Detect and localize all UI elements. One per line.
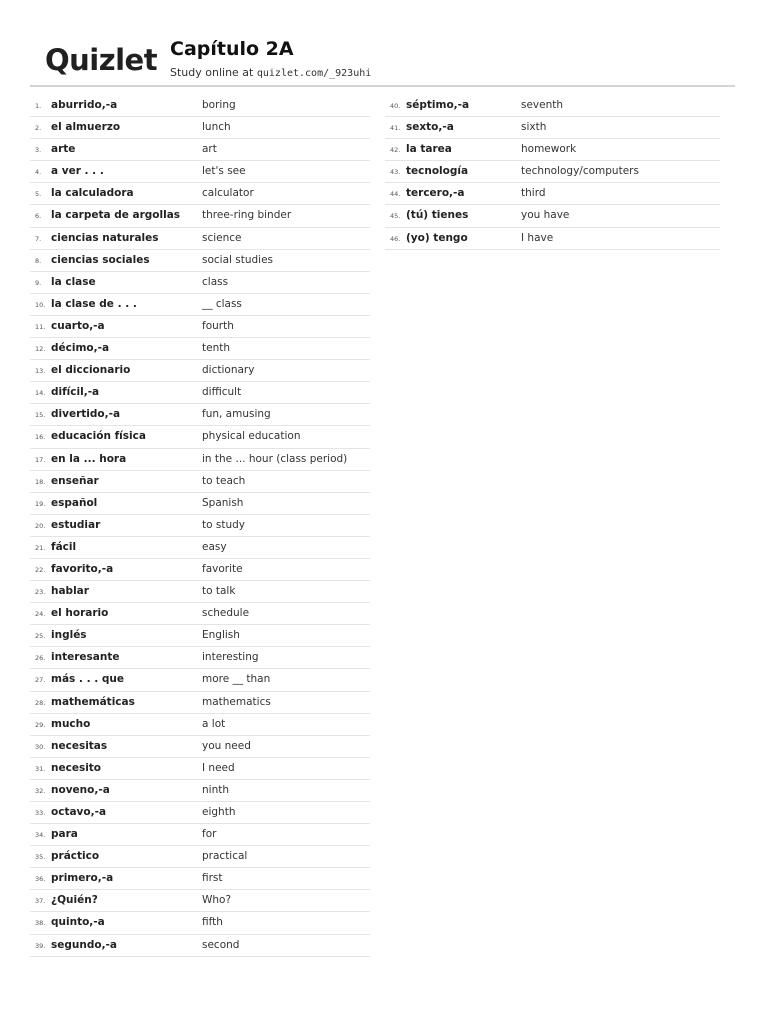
term-row	[30, 669, 370, 691]
term-definition: class	[202, 275, 229, 288]
term-text: educación física	[51, 430, 146, 443]
term-text: divertido,-a	[51, 408, 121, 421]
term-text: necesitas	[51, 739, 108, 752]
term-number: 32.	[35, 786, 46, 795]
term-row	[30, 537, 370, 559]
term-text: fácil	[51, 540, 77, 553]
term-definition: seventh	[521, 99, 564, 111]
term-number: 44.	[390, 190, 401, 199]
term-definition: fourth	[202, 319, 234, 332]
term-number: 23.	[35, 588, 46, 597]
term-row	[30, 139, 370, 161]
term-definition: fifth	[202, 916, 223, 929]
term-row	[30, 912, 370, 934]
term-row	[30, 802, 370, 824]
subtitle-prefix: Study online at	[170, 66, 257, 79]
page-header	[0, 0, 768, 90]
term-row	[30, 868, 370, 890]
term-number: 3.	[35, 146, 42, 155]
term-text: (tú) tienes	[406, 209, 469, 222]
term-number: 29.	[35, 720, 46, 729]
term-definition: dictionary	[202, 364, 255, 377]
term-definition: third	[521, 187, 546, 200]
term-definition: sixth	[521, 121, 547, 134]
term-row	[30, 250, 370, 272]
term-row	[30, 404, 370, 426]
term-text: difícil,-a	[51, 386, 100, 399]
term-text: enseñar	[51, 474, 99, 487]
term-number: 10.	[35, 300, 46, 309]
term-row	[30, 471, 370, 493]
term-text: aburrido,-a	[51, 99, 118, 111]
term-text: noveno,-a	[51, 783, 110, 796]
term-definition: three-ring binder	[202, 209, 292, 222]
term-row	[30, 338, 370, 360]
term-row	[30, 294, 370, 316]
term-number: 36.	[35, 875, 46, 884]
term-row	[30, 890, 370, 912]
term-text: el almuerzo	[51, 121, 121, 134]
term-text: la clase de . . .	[51, 297, 137, 310]
term-definition: more __ than	[202, 673, 271, 686]
term-number: 1.	[35, 102, 42, 110]
term-text: en la ... hora	[51, 452, 127, 465]
term-definition: I need	[202, 761, 235, 774]
term-definition: mathematics	[202, 695, 271, 708]
term-text: (yo) tengo	[406, 231, 468, 244]
term-row	[30, 559, 370, 581]
term-row	[385, 95, 720, 117]
term-number: 4.	[35, 168, 42, 177]
term-definition: Spanish	[202, 496, 244, 509]
term-row	[385, 205, 720, 227]
term-row	[30, 714, 370, 736]
term-text: mathemáticas	[51, 695, 135, 708]
term-number: 15.	[35, 411, 46, 420]
term-text: sexto,-a	[406, 121, 454, 134]
term-row	[30, 183, 370, 205]
term-definition: let's see	[202, 165, 246, 178]
term-row	[30, 846, 370, 868]
terms-column-left	[30, 95, 370, 957]
term-definition: difficult	[202, 386, 242, 399]
term-row	[30, 493, 370, 515]
term-number: 17.	[35, 455, 46, 464]
term-number: 11.	[35, 322, 46, 331]
term-text: mucho	[51, 717, 91, 730]
term-definition: ninth	[202, 783, 229, 796]
term-number: 14.	[35, 389, 46, 398]
term-definition: boring	[202, 99, 236, 111]
term-row	[30, 228, 370, 250]
term-text: interesante	[51, 651, 120, 664]
term-definition: fun, amusing	[202, 408, 271, 421]
term-row	[30, 515, 370, 537]
term-definition: second	[202, 938, 240, 951]
term-number: 13.	[35, 367, 46, 376]
term-text: tecnología	[406, 165, 469, 178]
term-text: más . . . que	[51, 673, 124, 686]
term-row	[385, 161, 720, 183]
term-text: ¿Quién?	[51, 894, 98, 907]
term-row	[30, 161, 370, 183]
term-number: 31.	[35, 764, 46, 773]
term-row	[30, 426, 370, 448]
term-text: inglés	[51, 629, 87, 642]
quizlet-logo: Quizlet	[45, 43, 158, 77]
term-definition: practical	[202, 850, 248, 863]
term-text: octavo,-a	[51, 806, 107, 818]
term-row	[30, 382, 370, 404]
term-text: hablar	[51, 585, 89, 598]
term-number: 22.	[35, 565, 46, 574]
term-number: 12.	[35, 345, 46, 354]
term-text: cuarto,-a	[51, 319, 105, 332]
term-number: 2.	[35, 124, 42, 133]
term-row	[385, 228, 720, 250]
term-definition: English	[202, 629, 240, 642]
term-row	[30, 780, 370, 802]
term-row	[385, 183, 720, 205]
term-definition: to talk	[202, 585, 236, 598]
term-definition: science	[202, 231, 242, 244]
term-text: la tarea	[406, 143, 452, 156]
term-definition: __ class	[202, 297, 242, 310]
term-number: 26.	[35, 654, 46, 663]
term-text: estudiar	[51, 518, 101, 531]
term-definition: to teach	[202, 474, 246, 487]
term-definition: schedule	[202, 607, 250, 620]
term-text: español	[51, 496, 98, 509]
term-row	[385, 117, 720, 139]
page-title: Capítulo 2A	[170, 38, 294, 60]
term-number: 19.	[35, 499, 46, 508]
term-row	[30, 603, 370, 625]
term-text: a ver . . .	[51, 165, 104, 178]
term-row	[30, 117, 370, 139]
term-text: séptimo,-a	[406, 99, 470, 111]
term-number: 37.	[35, 897, 46, 906]
term-definition: lunch	[202, 121, 231, 134]
term-definition: physical education	[202, 430, 301, 443]
term-number: 24.	[35, 610, 46, 619]
term-definition: Who?	[202, 894, 232, 907]
term-number: 33.	[35, 809, 46, 817]
term-text: la clase	[51, 275, 96, 288]
term-text: décimo,-a	[51, 342, 110, 355]
term-definition: technology/computers	[521, 165, 639, 178]
term-row	[30, 935, 370, 957]
term-number: 42.	[390, 146, 401, 155]
term-row	[385, 139, 720, 161]
term-row	[30, 824, 370, 846]
study-url-link[interactable]: quizlet.com/_923uhi	[256, 68, 372, 79]
term-row	[30, 449, 370, 471]
term-number: 25.	[35, 632, 46, 641]
term-row	[30, 692, 370, 714]
term-number: 30.	[35, 742, 46, 751]
term-text: la calculadora	[51, 187, 134, 200]
term-number: 28.	[35, 698, 46, 707]
term-number: 20.	[35, 521, 46, 530]
term-row	[30, 316, 370, 338]
term-number: 8.	[35, 256, 42, 265]
term-definition: you have	[521, 209, 570, 222]
term-row	[30, 581, 370, 603]
term-number: 27.	[35, 676, 46, 685]
term-text: segundo,-a	[51, 938, 117, 951]
term-number: 6.	[35, 212, 42, 221]
term-text: la carpeta de argollas	[51, 209, 181, 222]
term-row	[30, 95, 370, 117]
term-definition: to study	[202, 518, 245, 531]
term-text: el diccionario	[51, 364, 131, 377]
term-number: 34.	[35, 831, 46, 840]
term-text: ciencias naturales	[51, 231, 159, 244]
term-row	[30, 625, 370, 647]
term-definition: for	[202, 828, 217, 841]
terms-column-right	[385, 95, 720, 250]
term-row	[30, 205, 370, 227]
study-online-line	[170, 66, 371, 79]
term-number: 9.	[35, 278, 42, 287]
term-definition: easy	[202, 540, 227, 553]
term-definition: eighth	[202, 806, 236, 818]
term-text: favorito,-a	[51, 562, 114, 575]
term-row	[30, 360, 370, 382]
term-text: arte	[51, 143, 76, 156]
term-number: 38.	[35, 919, 46, 928]
term-definition: tenth	[202, 342, 231, 355]
term-definition: favorite	[202, 562, 243, 575]
term-number: 39.	[35, 941, 46, 950]
term-definition: interesting	[202, 651, 259, 664]
term-text: ciencias sociales	[51, 253, 150, 266]
term-number: 41.	[390, 124, 401, 133]
term-definition: homework	[521, 143, 577, 156]
term-text: el horario	[51, 607, 109, 620]
term-number: 43.	[390, 168, 401, 177]
term-definition: first	[202, 872, 223, 885]
term-definition: social studies	[202, 253, 274, 266]
term-number: 16.	[35, 433, 46, 442]
term-number: 45.	[390, 212, 401, 221]
term-text: tercero,-a	[406, 187, 465, 200]
header-divider	[30, 85, 735, 87]
term-number: 18.	[35, 477, 46, 486]
term-definition: calculator	[202, 187, 254, 200]
term-definition: art	[202, 143, 217, 156]
term-number: 40.	[390, 102, 401, 110]
term-definition: you need	[202, 739, 251, 752]
term-text: primero,-a	[51, 872, 114, 885]
term-number: 5.	[35, 190, 42, 199]
term-definition: in the ... hour (class period)	[202, 452, 348, 465]
term-row	[30, 647, 370, 669]
term-row	[30, 736, 370, 758]
term-text: práctico	[51, 850, 100, 863]
term-row	[30, 758, 370, 780]
term-definition: a lot	[202, 717, 226, 730]
term-text: necesito	[51, 761, 102, 774]
term-row	[30, 272, 370, 294]
term-text: para	[51, 828, 78, 841]
term-number: 7.	[35, 234, 42, 243]
term-number: 46.	[390, 234, 401, 243]
term-text: quinto,-a	[51, 916, 105, 929]
term-number: 21.	[35, 543, 46, 552]
term-definition: I have	[521, 231, 554, 244]
term-number: 35.	[35, 853, 46, 862]
